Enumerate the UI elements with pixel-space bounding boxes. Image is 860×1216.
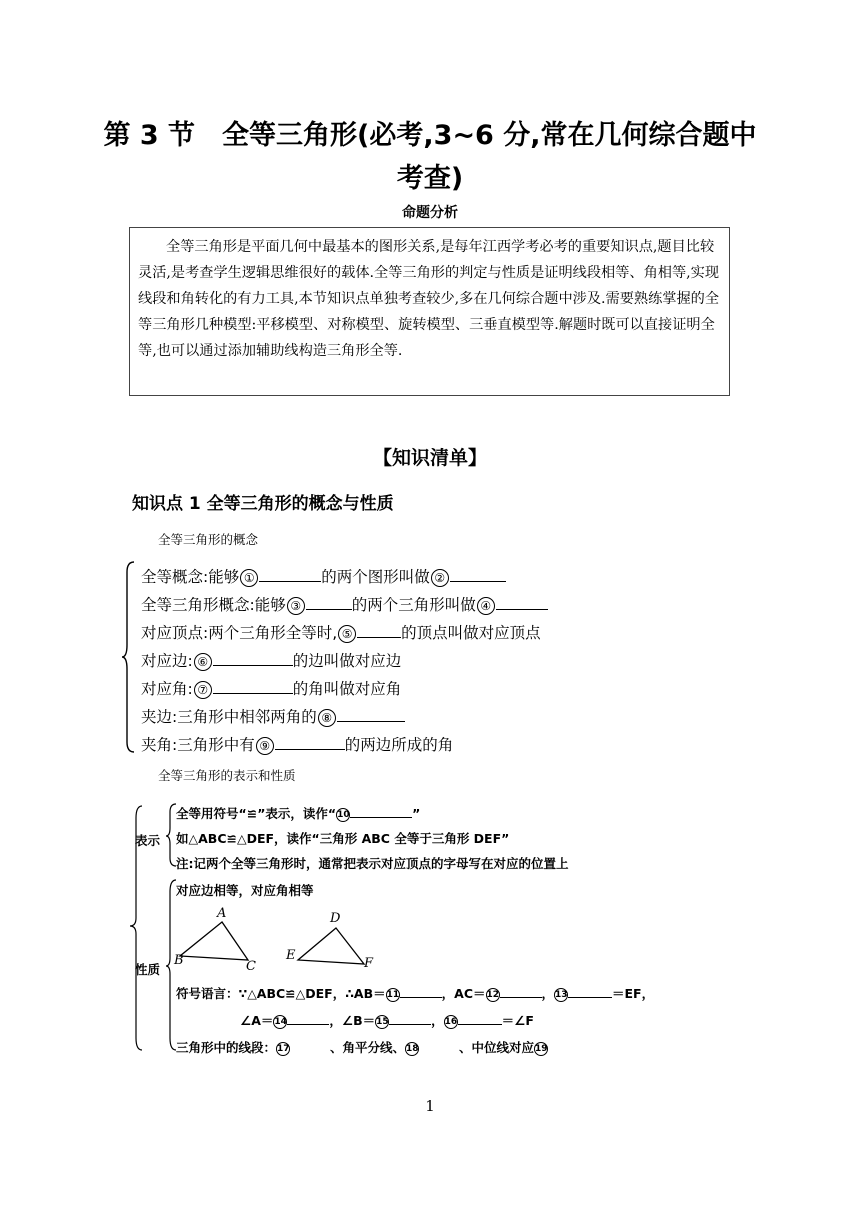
vertex-f: F [364,956,374,971]
blank-number: 14 [274,1016,287,1027]
vertex-b: B [174,953,184,968]
blank-number: 12 [486,989,500,1000]
answer-blank[interactable] [350,806,412,818]
analysis-heading: 命题分析 [402,205,458,221]
answer-blank[interactable] [306,595,352,610]
concept-line-6: 夹边:三角形中相邻两角的 ⑧ [141,705,405,727]
blank-number: ③ [287,597,305,615]
blank-number: ⑧ [318,709,336,727]
blank-number: ⑤ [338,625,356,643]
answer-blank[interactable] [496,595,548,610]
page-title-line2: 考查) [396,163,464,194]
answer-blank[interactable] [458,1013,502,1025]
answer-blank[interactable] [287,1013,329,1025]
vertex-c: C [246,959,256,974]
property-caption: 全等三角形的表示和性质 [158,768,296,783]
answer-blank[interactable] [357,623,401,638]
blank-number: 17 [277,1043,290,1054]
answer-blank[interactable] [450,567,506,582]
answer-blank[interactable] [337,707,405,722]
answer-blank[interactable] [213,651,293,666]
blank-number: 15 [376,1016,389,1027]
concept-line-5: 对应角: ⑦ 的角叫做对应角 [141,680,402,698]
blank-number: 16 [444,1016,458,1027]
segments-line: 三角形中的线段：17 、角平分线、18 、中位线对应19 [176,1040,548,1055]
concept-line-7: 夹角:三角形中有 ⑨ 的两边所成的角 [141,736,454,754]
label-representation: 表示 [135,833,161,848]
concept-line-1: 全等概念:能够 ① 的两个图形叫做 ② [141,565,506,587]
analysis-text: 全等三角形是平面几何中最基本的图形关系,是每年江西学考必考的重要知识点,题目比较灵活,是考查学生逻辑思维很好的载体.全等三角形的判定与性质是证明线段相等、角相等,实现线段和角转化的有力工具,本节知识点单独考查较少,多在几何综合题中涉及.需要熟练掌握的全等三角形几种模型:平移模型、对称模型、旋转模型、三垂直模型等.解题时既可以直接证明全等,也可以通过添加辅助线构造三角形全等. [138,239,720,359]
representation-line-2: 如△ABC≌△DEF，读作“三角形 ABC 全等于三角形 DEF” [176,831,510,846]
knowledge-point-title: 知识点 1 全等三角形的概念与性质 [132,494,394,514]
answer-blank[interactable] [259,567,321,582]
blank-number: 18 [406,1043,419,1054]
blank-number: ⑥ [194,653,212,671]
concept-line-4: 对应边: ⑥ 的边叫做对应边 [141,652,402,670]
answer-blank[interactable] [213,679,293,694]
analysis-box [129,227,730,396]
vertex-d: D [330,911,341,926]
answer-blank[interactable] [389,1013,431,1025]
representation-line-1: 全等用符号“≌”表示，读作“10 ” [176,806,421,821]
symbol-language-line-2: ∠A＝14 ，∠B＝15 ，16 ＝∠F [240,1013,534,1028]
blank-number: ② [431,569,449,587]
label-property: 性质 [135,962,161,977]
blank-number: ④ [477,597,495,615]
triangle-abc [180,922,248,960]
vertex-e: E [286,948,296,963]
concept-line-2: 全等三角形概念:能够 ③ 的两个三角形叫做 ④ [141,593,548,615]
blank-number: 19 [535,1043,548,1054]
concept-caption: 全等三角形的概念 [158,532,259,547]
blank-number: ⑨ [256,737,274,755]
answer-blank[interactable] [400,986,442,998]
blank-number: ① [240,569,258,587]
blank-number: 10 [337,809,350,820]
property-line-1: 对应边相等，对应角相等 [176,883,314,898]
page-title-line1: 第 3 节 全等三角形(必考,3~6 分,常在几何综合题中 [103,120,757,151]
page-number: 1 [425,1097,435,1115]
vertex-a: A [217,906,227,921]
concept-line-3: 对应顶点:两个三角形全等时, ⑤ 的顶点叫做对应顶点 [141,624,541,642]
property-figure [128,798,655,1058]
representation-line-3: 注:记两个全等三角形时，通常把表示对应顶点的字母写在对应的位置上 [176,856,569,871]
answer-blank[interactable] [568,986,612,998]
answer-blank[interactable] [275,735,345,750]
symbol-language-line-1: 符号语言：∵△ABC≌△DEF，∴AB＝11 ，AC＝12 ，13 ＝EF， [176,986,655,1001]
blank-number: ⑦ [194,681,212,699]
blank-number: 13 [555,989,568,1000]
concept-brace [122,560,136,754]
blank-number: 11 [386,989,400,1000]
triangle-def [298,928,364,964]
answer-blank[interactable] [500,986,542,998]
section-title: 【知识清单】 [372,447,487,469]
